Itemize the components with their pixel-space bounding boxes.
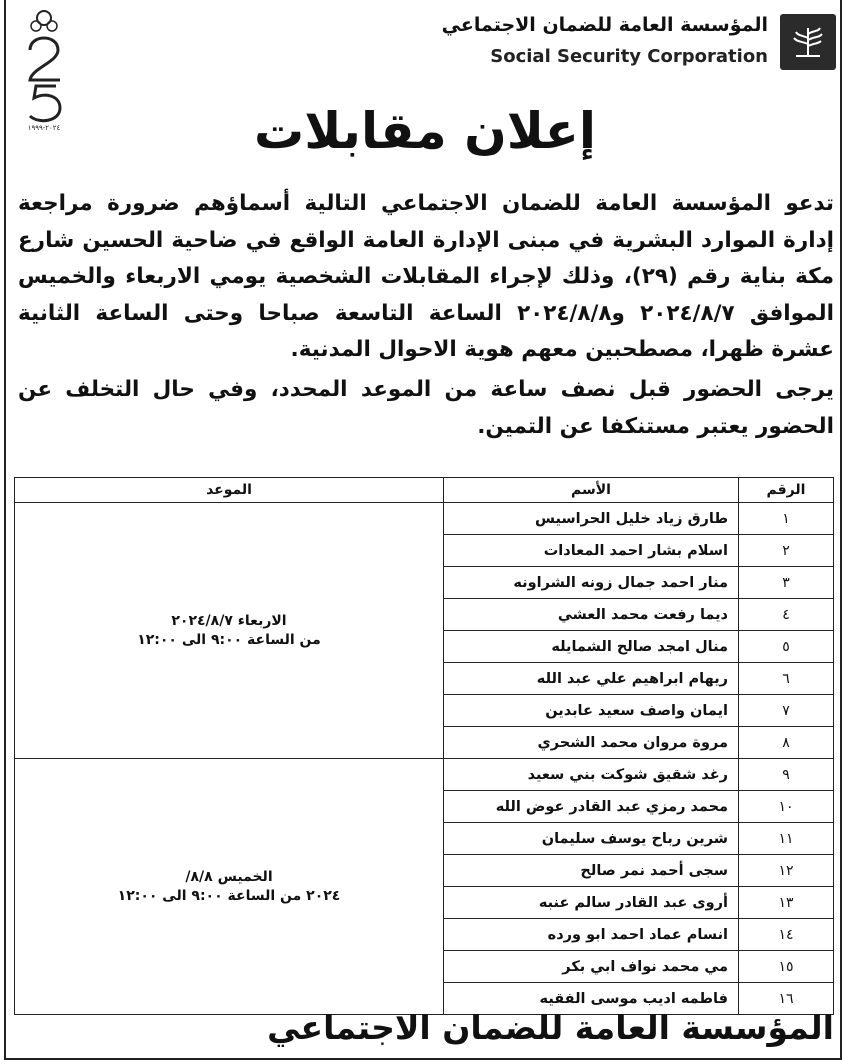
schedule-wednesday [15, 503, 444, 759]
row-number: ١٣ [739, 887, 834, 919]
row-number: ٩ [739, 759, 834, 791]
row-number: ١٥ [739, 951, 834, 983]
row-name: منال امجد صالح الشمايله [444, 631, 739, 663]
schedule-time: من الساعة ٩:٠٠ الى ١٢:٠٠ [137, 631, 321, 648]
row-number: ٤ [739, 599, 834, 631]
org-name-english: Social Security Corporation [490, 46, 768, 67]
row-number: ٧ [739, 695, 834, 727]
announcement-paragraph: تدعو المؤسسة العامة للضمان الاجتماعي التالية أسماؤهم ضرورة مراجعة إدارة الموارد البشرية في مبنى الإدارة العامة الواقع في ضاحية الحسين شارع مكة بناية رقم (٢٩)، وذلك لإجراء المقابلات الشخصية يومي الاربعاء والخميس الموافق ٢٠٢٤/٨/٧ و٢٠٢٤/٨/٨ الساعة التاسعة صباحا وحتى الساعة الثانية عشرة ظهرا، مصطحبين معهم هوية الاحوال المدنية. [18, 191, 835, 362]
header-number: الرقم [739, 478, 834, 503]
page-title: إعلان مقابلات [253, 102, 597, 160]
row-number: ٦ [739, 663, 834, 695]
row-name: مروة مروان محمد الشحري [444, 727, 739, 759]
table-header-row [15, 478, 834, 503]
row-number: ٢ [739, 535, 834, 567]
table-row [15, 759, 834, 791]
attendance-note: يرجى الحضور قبل نصف ساعة من الموعد المحدد، وفي حال التخلف عن الحضور يعتبر مستنكفا عن التمين. [18, 377, 834, 439]
schedule-day: الاربعاء ٢٠٢٤/٨/٧ [171, 612, 287, 629]
ssc-logo-icon [780, 14, 836, 70]
row-name: فاطمه اديب موسى الفقيه [444, 983, 739, 1015]
row-number: ٣ [739, 567, 834, 599]
footer-org-name: المؤسسة العامة للضمان الاجتماعي [267, 1008, 834, 1047]
row-name: رغد شقيق شوكت بني سعيد [444, 759, 739, 791]
row-number: ١٦ [739, 983, 834, 1015]
row-name: ايمان واصف سعيد عابدين [444, 695, 739, 727]
row-name: أروى عبد القادر سالم عنبه [444, 887, 739, 919]
row-name: مي محمد نواف ابي بكر [444, 951, 739, 983]
row-name: اسلام بشار احمد المعادات [444, 535, 739, 567]
row-number: ١ [739, 503, 834, 535]
row-number: ١٠ [739, 791, 834, 823]
schedule-thursday [15, 759, 444, 1015]
row-number: ١١ [739, 823, 834, 855]
row-name: انسام عماد احمد ابو ورده [444, 919, 739, 951]
row-name: محمد رمزي عبد القادر عوض الله [444, 791, 739, 823]
row-name: ريهام ابراهيم علي عبد الله [444, 663, 739, 695]
row-number: ١٢ [739, 855, 834, 887]
emblem-years: ٢٠٢٤-١٩٩٩ [27, 124, 61, 132]
candidates-table [14, 477, 834, 1015]
row-name: سجى أحمد نمر صالح [444, 855, 739, 887]
row-name: ديما رفعت محمد العشي [444, 599, 739, 631]
row-number: ٥ [739, 631, 834, 663]
row-name: شرين رباح يوسف سليمان [444, 823, 739, 855]
row-number: ١٤ [739, 919, 834, 951]
row-name: طارق زياد خليل الحراسيس [444, 503, 739, 535]
row-name: منار احمد جمال زونه الشراونه [444, 567, 739, 599]
schedule-day: الخميس ٨/٨/ [185, 868, 273, 885]
org-name-arabic: المؤسسة العامة للضمان الاجتماعي [441, 14, 768, 36]
header-appointment: الموعد [15, 478, 444, 503]
schedule-time: ٢٠٢٤ من الساعة ٩:٠٠ الى ١٢:٠٠ [117, 887, 341, 904]
header-name: الأسم [444, 478, 739, 503]
row-number: ٨ [739, 727, 834, 759]
table-row [15, 503, 834, 535]
